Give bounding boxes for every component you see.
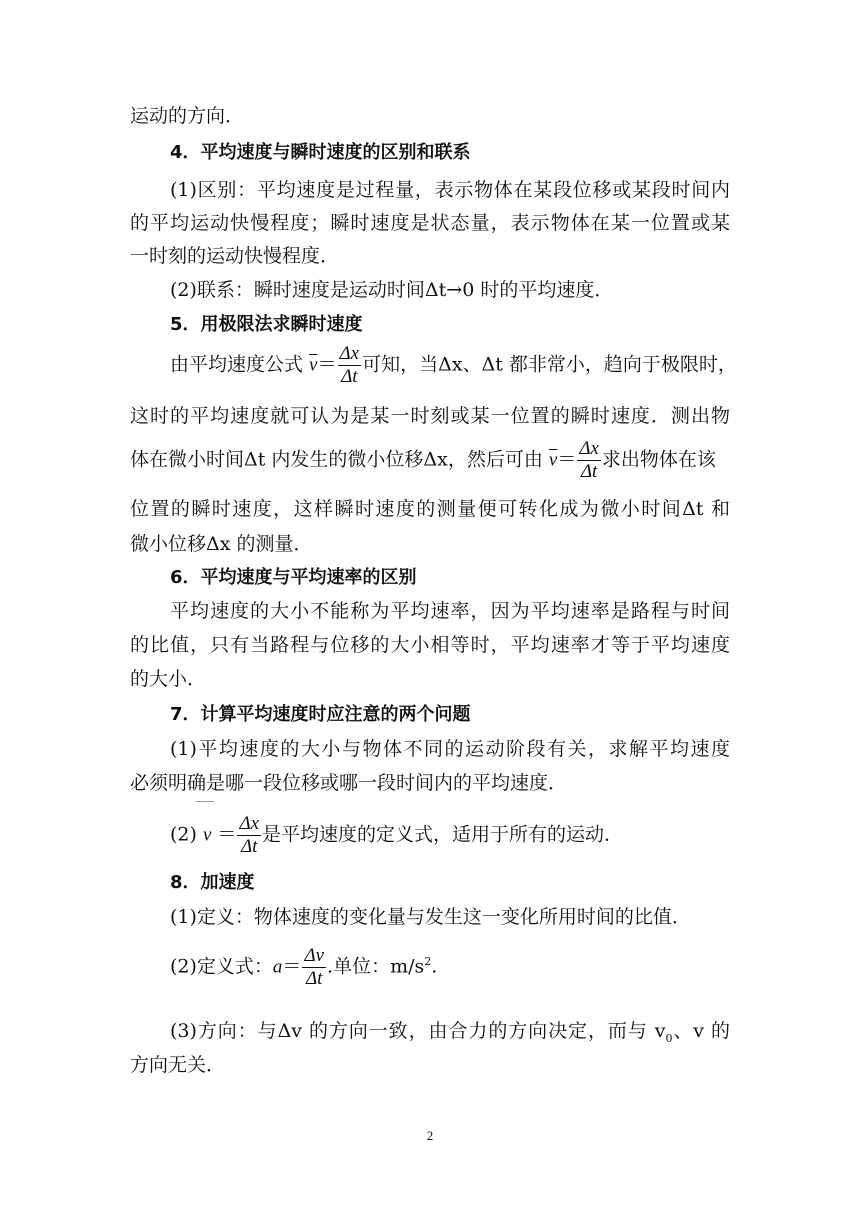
formula-line-4 [170, 945, 730, 990]
text-line: 一时刻的运动快慢程度． [130, 245, 340, 267]
fraction [338, 343, 362, 388]
formula-text: 、v 的 [672, 1020, 730, 1042]
page-number: 2 [426, 1128, 434, 1143]
section-heading-5: 5．用极限法求瞬时速度 [170, 314, 363, 335]
text-line: 方向无关． [130, 1054, 226, 1076]
text-line: 微小位移Δx 的测量． [130, 533, 313, 555]
formula-text: (3)方向：与Δv 的方向一致，由合力的方向决定，而与 v [170, 1020, 666, 1042]
acceleration-symbol: a [272, 956, 283, 978]
section-heading-7: 7．计算平均速度时应注意的两个问题 [170, 704, 471, 725]
unit-label: .单位：m/s [327, 955, 425, 978]
text-line: (1)区别：平均速度是过程量，表示物体在某段位移或某段时间内 [170, 179, 730, 201]
fraction [237, 813, 261, 858]
v-bar-symbol: $\overline{v}$ [309, 354, 318, 376]
formula-line-3 [170, 813, 730, 858]
fraction-numerator: Δx [579, 438, 599, 459]
text-line: 平均速度的大小不能称为平均速率，因为平均速率是路程与时间 [170, 600, 730, 622]
equals-sign: ＝ [557, 448, 577, 471]
text-line: 的大小． [130, 668, 207, 690]
text-line: 的平均运动快慢程度；瞬时速度是状态量，表示物体在某一位置或某 [130, 212, 730, 234]
subscript-zero: 0 [665, 1031, 673, 1045]
unit-superscript: 2 [424, 955, 432, 969]
overline-mark [196, 801, 214, 802]
text-line: 的比值，只有当路程与位移的大小相等时，平均速率才等于平均速度 [130, 634, 730, 656]
text-line: 必须明确是哪一段位移或哪一段时间内的平均速度． [130, 772, 568, 794]
formula-text: 是平均速度的定义式，适用于所有的运动． [262, 823, 624, 846]
equals-sign: ＝ [317, 353, 337, 376]
section-heading-6: 6．平均速度与平均速率的区别 [170, 567, 417, 588]
formula-text: 体在微小时间Δt 内发生的微小位移Δx，然后可由 [130, 448, 549, 471]
text-line: 运动的方向． [130, 105, 245, 127]
fraction-denominator: Δt [241, 836, 258, 857]
formula-text: 求出物体在该 [601, 448, 716, 471]
formula-text: 由平均速度公式 [170, 353, 310, 376]
v-bar-symbol: v [202, 824, 212, 846]
text-line: (2)联系：瞬时速度是运动时间Δt→0 时的平均速度． [170, 279, 614, 301]
text-line: 这时的平均速度就可认为是某一时刻或某一位置的瞬时速度．测出物 [130, 405, 730, 427]
fraction-numerator: Δx [339, 343, 360, 364]
fraction-numerator: Δx [239, 813, 260, 834]
fraction-denominator: Δt [580, 461, 598, 482]
formula-line-2 [130, 438, 730, 483]
equals-sign: ＝ [211, 823, 237, 846]
equals-sign: ＝ [282, 955, 302, 978]
text-line: (1)平均速度的大小与物体不同的运动阶段有关，求解平均速度 [170, 738, 730, 760]
fraction [302, 945, 326, 990]
formula-text: 可知，当Δx、Δt 都非常小，趋向于极限时， [362, 353, 737, 376]
text-line: 位置的瞬时速度，这样瞬时速度的测量便可转化成为微小时间Δt 和 [130, 498, 730, 520]
text-line: (1)定义：物体速度的变化量与发生这一变化所用时间的比值． [170, 906, 691, 928]
section-heading-8: 8．加速度 [170, 872, 255, 893]
formula-line-5 [170, 1019, 730, 1051]
fraction-denominator: Δt [341, 366, 358, 387]
formula-line-1 [170, 343, 737, 388]
fraction-numerator: Δv [304, 945, 325, 966]
formula-text: (2)定义式： [170, 955, 273, 978]
formula-text: (2) [170, 823, 203, 846]
section-heading-4: 4．平均速度与瞬时速度的区别和联系 [170, 142, 471, 163]
fraction [577, 438, 601, 483]
formula-text: . [431, 955, 438, 978]
v-bar-symbol: $\overline{v}$ [548, 449, 558, 471]
fraction-denominator: Δt [306, 968, 323, 989]
